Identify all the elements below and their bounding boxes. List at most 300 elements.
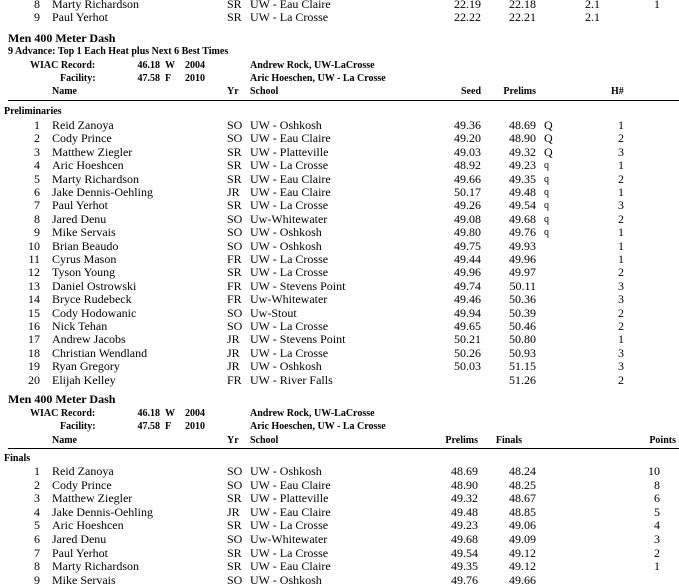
facility-line <box>0 72 679 85</box>
record-holder: Andrew Rock, UW-LaCrosse <box>250 408 375 419</box>
qualifier-mark: q <box>544 213 549 225</box>
place-cell: 3 <box>34 144 40 159</box>
table-row <box>0 465 679 478</box>
athlete-name: Reid Zanoya <box>52 464 114 478</box>
heat-cell: 2 <box>618 211 624 226</box>
year-cell: SR <box>227 559 242 574</box>
heat-cell: 2 <box>618 171 624 186</box>
year-cell: FR <box>227 292 242 307</box>
table-row <box>0 132 679 145</box>
school-cell: UW - Stevens Point <box>250 278 346 293</box>
athlete-name: Marty Richardson <box>52 559 139 574</box>
table-row <box>0 533 679 546</box>
finals-time: 48.67 <box>509 491 536 506</box>
heat-cell: 2 <box>618 265 624 280</box>
place-cell: 13 <box>28 278 40 293</box>
place-cell: 1 <box>34 464 40 478</box>
wind-cell: 2.1 <box>585 0 600 11</box>
prelims-time: 49.96 <box>509 252 536 266</box>
prelims-time: 50.11 <box>509 278 536 293</box>
prelims-time: 49.54 <box>509 198 536 213</box>
header-heat: H# <box>611 86 624 97</box>
place-cell: 7 <box>34 545 40 560</box>
school-cell: Uw-Whitewater <box>250 532 328 546</box>
athlete-name: Jake Dennis-Oehling <box>52 504 153 519</box>
record-year: 2004 <box>185 408 205 419</box>
athlete-name: Mike Servais <box>52 225 116 240</box>
year-cell: SO <box>227 118 243 132</box>
header-seed: Seed <box>461 86 481 97</box>
athlete-name: Aric Hoeshcen <box>52 518 124 533</box>
prelims-time: 48.90 <box>509 131 536 146</box>
qualifier-mark: q <box>544 173 549 185</box>
seed-time: 22.22 <box>454 10 481 24</box>
facility-holder: Aric Hoeschen, UW - La Crosse <box>250 421 386 432</box>
prelims-time: 51.15 <box>509 359 536 374</box>
seed-time: 50.17 <box>454 185 481 199</box>
prelims-time: 49.35 <box>509 171 536 186</box>
qualifier-mark: q <box>544 200 549 212</box>
points-cell: 2 <box>654 545 660 560</box>
prelims-time: 48.90 <box>451 477 478 492</box>
facility-line <box>0 420 679 433</box>
year-cell: SO <box>227 305 243 320</box>
header-school: School <box>250 435 279 446</box>
header-name: Name <box>52 435 77 446</box>
prelims-time: 49.48 <box>509 185 536 199</box>
qualifier-mark: Q <box>544 131 553 146</box>
header-prelims: Prelims <box>503 86 536 97</box>
table-row <box>0 506 679 519</box>
seed-time: 49.08 <box>454 211 481 226</box>
seed-time: 49.46 <box>454 292 481 307</box>
facility-holder: Aric Hoeschen, UW - La Crosse <box>250 73 386 84</box>
heat-cell: 1 <box>618 238 624 253</box>
record-code: W <box>165 408 175 419</box>
year-cell: SO <box>227 225 243 240</box>
athlete-name: Matthew Ziegler <box>52 144 133 159</box>
table-row <box>0 226 679 239</box>
school-cell: UW - La Crosse <box>250 158 329 173</box>
place-cell: 6 <box>34 185 40 199</box>
year-cell: SR <box>227 171 242 186</box>
header-school: School <box>250 86 279 97</box>
table-row <box>0 574 679 587</box>
finals-time: 49.12 <box>509 559 536 574</box>
header-yr: Yr <box>227 435 239 446</box>
school-cell: UW - La Crosse <box>250 345 329 360</box>
place-cell: 15 <box>28 305 40 320</box>
school-cell: UW - Oshkosh <box>250 359 322 374</box>
year-cell: SO <box>227 319 243 333</box>
facility-time: 47.58 <box>137 421 160 432</box>
seed-time: 50.03 <box>454 359 481 374</box>
header-finals: Finals <box>495 435 522 446</box>
school-cell: Uw-Stout <box>250 305 297 320</box>
place-cell: 8 <box>34 211 40 226</box>
heat-cell: 3 <box>618 292 624 307</box>
school-cell: UW - La Crosse <box>250 198 329 213</box>
place-cell: 12 <box>28 265 40 280</box>
place-cell: 1 <box>34 118 40 132</box>
prelims-time: 49.54 <box>451 545 478 560</box>
year-cell: SO <box>227 572 243 587</box>
place-cell: 9 <box>34 10 40 24</box>
seed-time: 49.26 <box>454 198 481 213</box>
record-line <box>0 407 679 420</box>
heat-cell: 3 <box>618 144 624 159</box>
heat-cell: 1 <box>654 0 660 11</box>
place-cell: 7 <box>34 198 40 213</box>
athlete-name: Jared Denu <box>52 211 107 226</box>
year-cell: SR <box>227 198 242 213</box>
prelims-time: 49.68 <box>451 532 478 546</box>
heat-cell: 1 <box>618 118 624 132</box>
place-cell: 11 <box>28 252 40 266</box>
table-row <box>0 519 679 532</box>
school-cell: UW - Eau Claire <box>250 504 331 519</box>
table-row <box>0 492 679 505</box>
prelims-time: 22.18 <box>509 0 536 11</box>
prelims-time: 49.35 <box>451 559 478 574</box>
finals-time: 49.06 <box>509 518 536 533</box>
table-row <box>0 360 679 373</box>
table-row <box>0 293 679 306</box>
place-cell: 5 <box>34 518 40 533</box>
qualifier-mark: Q <box>544 118 553 132</box>
heat-cell: 1 <box>618 185 624 199</box>
record-label: WIAC Record: <box>30 408 96 419</box>
header-points: Points <box>649 435 676 446</box>
athlete-name: Nick Tehan <box>52 319 108 333</box>
table-row <box>0 560 679 573</box>
school-cell: UW - Eau Claire <box>250 477 331 492</box>
prelims-time: 49.97 <box>509 265 536 280</box>
place-cell: 14 <box>28 292 40 307</box>
place-cell: 5 <box>34 171 40 186</box>
seed-time: 49.96 <box>454 265 481 280</box>
athlete-name: Reid Zanoya <box>52 118 114 132</box>
athlete-name: Elijah Kelley <box>52 372 116 387</box>
advance-text: 9 Advance: Top 1 Each Heat plus Next 6 Best Times <box>8 46 229 57</box>
athlete-name: Paul Yerhot <box>52 198 109 213</box>
year-cell: SO <box>227 131 243 146</box>
school-cell: UW - Eau Claire <box>250 185 331 199</box>
prelims-time: 51.26 <box>509 372 536 387</box>
event-title <box>0 393 679 406</box>
year-cell: SO <box>227 532 243 546</box>
prelims-time: 48.69 <box>451 464 478 478</box>
year-cell: SO <box>227 238 243 253</box>
prelims-time: 50.39 <box>509 305 536 320</box>
year-cell: SR <box>227 158 242 173</box>
year-cell: JR <box>227 332 240 347</box>
prelims-time: 50.93 <box>509 345 536 360</box>
year-cell: SO <box>227 464 243 478</box>
record-holder: Andrew Rock, UW-LaCrosse <box>250 60 375 71</box>
place-cell: 8 <box>34 0 40 11</box>
place-cell: 9 <box>34 572 40 587</box>
year-cell: FR <box>227 372 242 387</box>
header-rule <box>8 100 679 101</box>
school-cell: UW - Eau Claire <box>250 131 331 146</box>
round-label-text: Finals <box>4 453 31 464</box>
header-rule <box>8 448 679 449</box>
athlete-name: Daniel Ostrowski <box>52 278 137 293</box>
seed-time: 49.74 <box>454 278 481 293</box>
school-cell: UW - Platteville <box>250 144 329 159</box>
heat-cell: 2 <box>618 319 624 333</box>
school-cell: UW - River Falls <box>250 372 333 387</box>
athlete-name: Jared Denu <box>52 532 107 546</box>
finals-time: 48.25 <box>509 477 536 492</box>
table-row <box>0 253 679 266</box>
heat-cell: 2 <box>618 305 624 320</box>
school-cell: UW - La Crosse <box>250 265 329 280</box>
heat-cell: 1 <box>618 158 624 173</box>
year-cell: SR <box>227 265 242 280</box>
table-row <box>0 307 679 320</box>
points-cell: 3 <box>654 532 660 546</box>
record-code: W <box>165 60 175 71</box>
school-cell: UW - La Crosse <box>250 518 329 533</box>
athlete-name: Jake Dennis-Oehling <box>52 185 153 199</box>
table-row <box>0 374 679 387</box>
points-cell: 8 <box>654 477 660 492</box>
school-cell: UW - Oshkosh <box>250 572 322 587</box>
place-cell: 19 <box>28 359 40 374</box>
athlete-name: Marty Richardson <box>52 0 139 11</box>
table-row <box>0 240 679 253</box>
table-row <box>0 186 679 199</box>
qualifier-mark: q <box>544 187 549 198</box>
year-cell: JR <box>227 504 240 519</box>
place-cell: 9 <box>34 225 40 240</box>
year-cell: JR <box>227 359 240 374</box>
prelims-time: 48.69 <box>509 118 536 132</box>
qualifier-mark: Q <box>544 144 553 159</box>
round-label-text: Preliminaries <box>4 106 62 117</box>
qualifier-mark: q <box>544 227 549 239</box>
place-cell: 16 <box>28 319 40 333</box>
prelims-time: 49.32 <box>451 491 478 506</box>
table-row <box>0 347 679 360</box>
record-label: WIAC Record: <box>30 60 96 71</box>
header-yr: Yr <box>227 86 239 97</box>
record-time: 46.18 <box>137 60 160 71</box>
place-cell: 20 <box>28 372 40 387</box>
athlete-name: Cyrus Mason <box>52 252 117 266</box>
school-cell: Uw-Whitewater <box>250 211 328 226</box>
points-cell: 10 <box>648 464 660 478</box>
table-row <box>0 119 679 132</box>
finals-time: 49.66 <box>509 572 536 587</box>
points-cell: 4 <box>654 518 660 533</box>
athlete-name: Brian Beaudo <box>52 238 119 253</box>
seed-time: 49.44 <box>454 252 481 266</box>
header-name: Name <box>52 86 77 97</box>
heat-cell: 2 <box>618 372 624 387</box>
facility-code: F <box>165 73 172 84</box>
year-cell: SR <box>227 545 242 560</box>
athlete-name: Paul Yerhot <box>52 10 109 24</box>
year-cell: JR <box>227 345 240 360</box>
seed-time: 49.20 <box>454 131 481 146</box>
record-year: 2004 <box>185 60 205 71</box>
year-cell: FR <box>227 252 242 266</box>
school-cell: UW - Platteville <box>250 491 329 506</box>
place-cell: 3 <box>34 491 40 506</box>
table-row <box>0 173 679 186</box>
athlete-name: Tyson Young <box>52 265 116 280</box>
prelims-time: 49.23 <box>451 518 478 533</box>
qualifier-mark: q <box>544 160 549 172</box>
finals-time: 48.85 <box>509 504 536 519</box>
place-cell: 17 <box>28 332 40 347</box>
prelims-time: 22.21 <box>509 10 536 24</box>
athlete-name: Bryce Rudebeck <box>52 292 132 307</box>
heat-cell: 1 <box>618 225 624 240</box>
year-cell: SR <box>227 518 242 533</box>
place-cell: 2 <box>34 477 40 492</box>
year-cell: SR <box>227 10 242 24</box>
points-cell: 1 <box>654 559 660 574</box>
athlete-name: Matthew Ziegler <box>52 491 133 506</box>
round-label <box>0 105 679 118</box>
year-cell: FR <box>227 278 242 293</box>
table-row <box>0 333 679 346</box>
prelims-time: 49.93 <box>509 238 536 253</box>
athlete-name: Andrew Jacobs <box>52 332 126 347</box>
heat-cell: 3 <box>618 198 624 213</box>
event-title-text: Men 400 Meter Dash <box>8 392 116 406</box>
year-cell: JR <box>227 185 240 199</box>
column-headers <box>0 434 679 447</box>
facility-year: 2010 <box>185 421 205 432</box>
year-cell: SO <box>227 477 243 492</box>
table-row <box>0 320 679 333</box>
seed-time: 49.80 <box>454 225 481 240</box>
prelims-time: 49.48 <box>451 504 478 519</box>
heat-cell: 3 <box>618 359 624 374</box>
athlete-name: Cody Hodowanic <box>52 305 137 320</box>
facility-time: 47.58 <box>137 73 160 84</box>
table-row <box>0 547 679 560</box>
advance-rule <box>0 45 679 58</box>
finals-time: 48.24 <box>509 464 536 478</box>
record-time: 46.18 <box>137 408 160 419</box>
table-row <box>0 199 679 212</box>
seed-time: 48.92 <box>454 158 481 173</box>
place-cell: 2 <box>34 131 40 146</box>
heat-cell: 1 <box>618 252 624 266</box>
record-line <box>0 59 679 72</box>
school-cell: UW - La Crosse <box>250 252 329 266</box>
table-row <box>0 213 679 226</box>
seed-time: 49.94 <box>454 305 481 320</box>
year-cell: SR <box>227 491 242 506</box>
year-cell: SR <box>227 0 242 11</box>
column-headers <box>0 85 679 98</box>
table-row <box>0 159 679 172</box>
school-cell: UW - La Crosse <box>250 10 329 24</box>
seed-time: 50.26 <box>454 345 481 360</box>
points-cell: 5 <box>654 504 660 519</box>
table-row <box>0 266 679 279</box>
athlete-name: Ryan Gregory <box>52 359 120 374</box>
athlete-name: Paul Yerhot <box>52 545 109 560</box>
school-cell: UW - Eau Claire <box>250 171 331 186</box>
prelims-time: 49.76 <box>451 572 478 587</box>
finals-time: 49.09 <box>509 532 536 546</box>
heat-cell: 3 <box>618 278 624 293</box>
facility-label: Facility: <box>60 421 96 432</box>
school-cell: UW - Oshkosh <box>250 464 322 478</box>
place-cell: 6 <box>34 532 40 546</box>
school-cell: UW - Oshkosh <box>250 238 322 253</box>
wind-cell: 2.1 <box>585 10 600 24</box>
event-title <box>0 32 679 45</box>
school-cell: UW - Oshkosh <box>250 118 322 132</box>
school-cell: UW - Eau Claire <box>250 559 331 574</box>
prelims-time: 50.36 <box>509 292 536 307</box>
athlete-name: Christian Wendland <box>52 345 148 360</box>
seed-time: 49.75 <box>454 238 481 253</box>
school-cell: UW - Stevens Point <box>250 332 346 347</box>
school-cell: UW - Eau Claire <box>250 0 331 11</box>
facility-year: 2010 <box>185 73 205 84</box>
athlete-name: Cody Prince <box>52 477 112 492</box>
seed-time: 49.65 <box>454 319 481 333</box>
heat-cell: 3 <box>618 345 624 360</box>
prelims-time: 49.23 <box>509 158 536 173</box>
school-cell: UW - La Crosse <box>250 319 329 333</box>
prelims-time: 50.80 <box>509 332 536 347</box>
table-row <box>0 11 679 24</box>
place-cell: 4 <box>34 504 40 519</box>
athlete-name: Marty Richardson <box>52 171 139 186</box>
header-prelims: Prelims <box>445 435 478 446</box>
table-row <box>0 479 679 492</box>
finals-time: 49.12 <box>509 545 536 560</box>
facility-label: Facility: <box>60 73 96 84</box>
prelims-time: 49.32 <box>509 144 536 159</box>
seed-time: 49.36 <box>454 118 481 132</box>
seed-time: 49.03 <box>454 144 481 159</box>
prelims-time: 50.46 <box>509 319 536 333</box>
prelims-time: 49.68 <box>509 211 536 226</box>
event-title-text: Men 400 Meter Dash <box>8 31 116 45</box>
athlete-name: Cody Prince <box>52 131 112 146</box>
athlete-name: Mike Servais <box>52 572 116 587</box>
facility-code: F <box>165 421 172 432</box>
heat-cell: 2 <box>618 131 624 146</box>
points-cell: 6 <box>654 491 660 506</box>
athlete-name: Aric Hoeshcen <box>52 158 124 173</box>
heat-cell: 1 <box>618 332 624 347</box>
table-row <box>0 146 679 159</box>
place-cell: 18 <box>28 345 40 360</box>
year-cell: SO <box>227 211 243 226</box>
seed-time: 22.19 <box>454 0 481 11</box>
place-cell: 8 <box>34 559 40 574</box>
school-cell: UW - La Crosse <box>250 545 329 560</box>
table-row <box>0 280 679 293</box>
year-cell: SR <box>227 144 242 159</box>
seed-time: 49.66 <box>454 171 481 186</box>
prelims-time: 49.76 <box>509 225 536 240</box>
school-cell: UW - Oshkosh <box>250 225 322 240</box>
